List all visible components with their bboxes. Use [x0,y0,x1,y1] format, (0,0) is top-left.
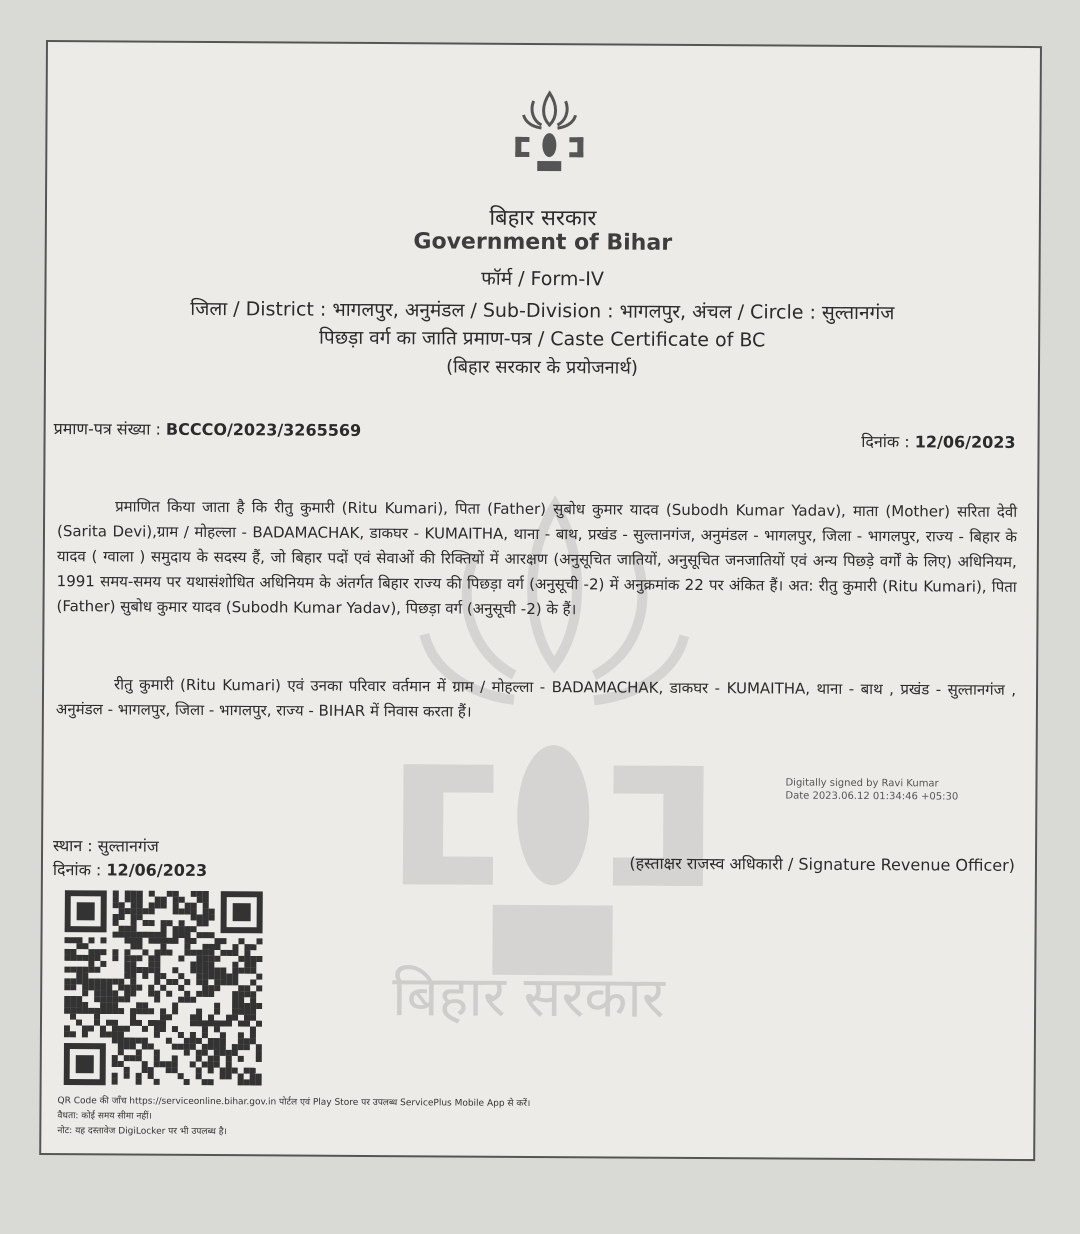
paragraph-1-text: प्रमाणित किया जाता है कि रीतु कुमारी (Ritu Kumari), पिता (Father) सुबोध कुमार यादव (Subodh Kumar Yadav), माता (Mother) सरिता देवी (Sarita Devi),ग्राम / मोहल्ला - BADAMACHAK, डाकघर - KUMAITHA, थाना - बाथ, प्रखंड - सुल्तानगंज, अनुमंडल - भागलपुर, जिला - भागलपुर, राज्य - बिहार के यादव ( ग्वाला ) समुदाय के सदस्य हैं, जो बिहार पदों एवं सेवाओं की रिक्तियों में आरक्षण (अनुसूचित जातियों, अनुसूचित जनजातियों एवं अन्य पिछड़े वर्गों के लिए) अधिनियम, 1991 समय-समय पर यथासंशोधित अधिनियम के अंतर्गत बिहार राज्य की पिछड़ा वर्ग (अनुसूची -2) में अनुक्रमांक 22 पर अंकित हैं। अत: रीतु कुमारी (Ritu Kumari), पिता (Father) सुबोध कुमार यादव (Subodh Kumar Yadav), पिछड़ा वर्ग (अनुसूची -2) के हैं। [56,497,1018,619]
digital-signature-signer: Digitally signed by Ravi Kumar [785,777,939,790]
district-value: भागलपुर, [332,298,399,322]
form-number: फॉर्म / Form-IV [481,267,604,291]
certificate-number-label: प्रमाण-पत्र संख्या : [53,419,161,439]
title-hindi: बिहार सरकार [489,205,597,232]
bottom-date-value: 12/06/2023 [106,860,208,881]
issue-date [861,430,1015,453]
district-label: जिला / District : [190,297,327,321]
footer-note-validity: वैधता: कोई समय सीमा नहीं। [57,1111,152,1122]
certificate-number [54,417,362,441]
place [53,834,159,857]
watermark-text: बिहार सरकार [391,964,665,1031]
certificate-page [39,40,1042,1161]
certificate-body-paragraph-2 [56,672,1016,730]
issue-date-value: 12/06/2023 [914,432,1016,452]
subdivision-value: भागलपुर, [619,300,687,323]
place-label: स्थान : [53,836,93,856]
footer-notes [57,1094,530,1142]
circle-value: सुल्तानगंज [821,301,895,325]
bottom-date [53,858,207,881]
bihar-emblem-icon [509,87,590,173]
footer-note-qr: QR Code की जाँच https://serviceonline.bihar.gov.in पोर्टल एवं Play Store पर उपलब्ध ServicePlus Mobile App से करें। [57,1096,531,1109]
digital-signature-date: Date 2023.06.12 01:34:46 +05:30 [785,790,959,803]
signature-label: (हस्ताक्षर राजस्व अधिकारी / Signature Revenue Officer) [629,853,1016,875]
subdivision-label: अनुमंडल / Sub-Division : [404,299,614,323]
circle-label: अंचल / Circle : [692,300,816,324]
bottom-date-label: दिनांक : [52,860,102,880]
paragraph-2-text: रीतु कुमारी (Ritu Kumari) एवं उनका परिवार वर्तमान में ग्राम / मोहल्ला - BADAMACHAK, डाकघर - KUMAITHA, थाना - बाथ , प्रखंड - सुल्तानगंज , अनुमंडल - भागलपुर, जिला - भागलपुर, राज्य - BIHAR में निवास करता हैं। [55,675,1017,721]
digital-signature-stamp [785,777,958,804]
certificate-purpose: (बिहार सरकार के प्रयोजनार्थ) [446,356,638,379]
certificate-title: पिछड़ा वर्ग का जाति प्रमाण-पत्र / Caste Certificate of BC [318,326,766,352]
footer-note-digilocker: नोट: यह दस्तावेज DigiLocker पर भी उपलब्ध है। [57,1126,227,1138]
issue-date-label: दिनांक : [861,431,910,452]
certificate-number-value: BCCCO/2023/3265569 [165,419,362,440]
title-english: Government of Bihar [413,229,673,256]
qr-code[interactable] [64,890,265,1087]
place-value: सुल्तानगंज [97,836,159,856]
certificate-body-paragraph-1 [56,494,1017,654]
location-line [46,294,1038,326]
